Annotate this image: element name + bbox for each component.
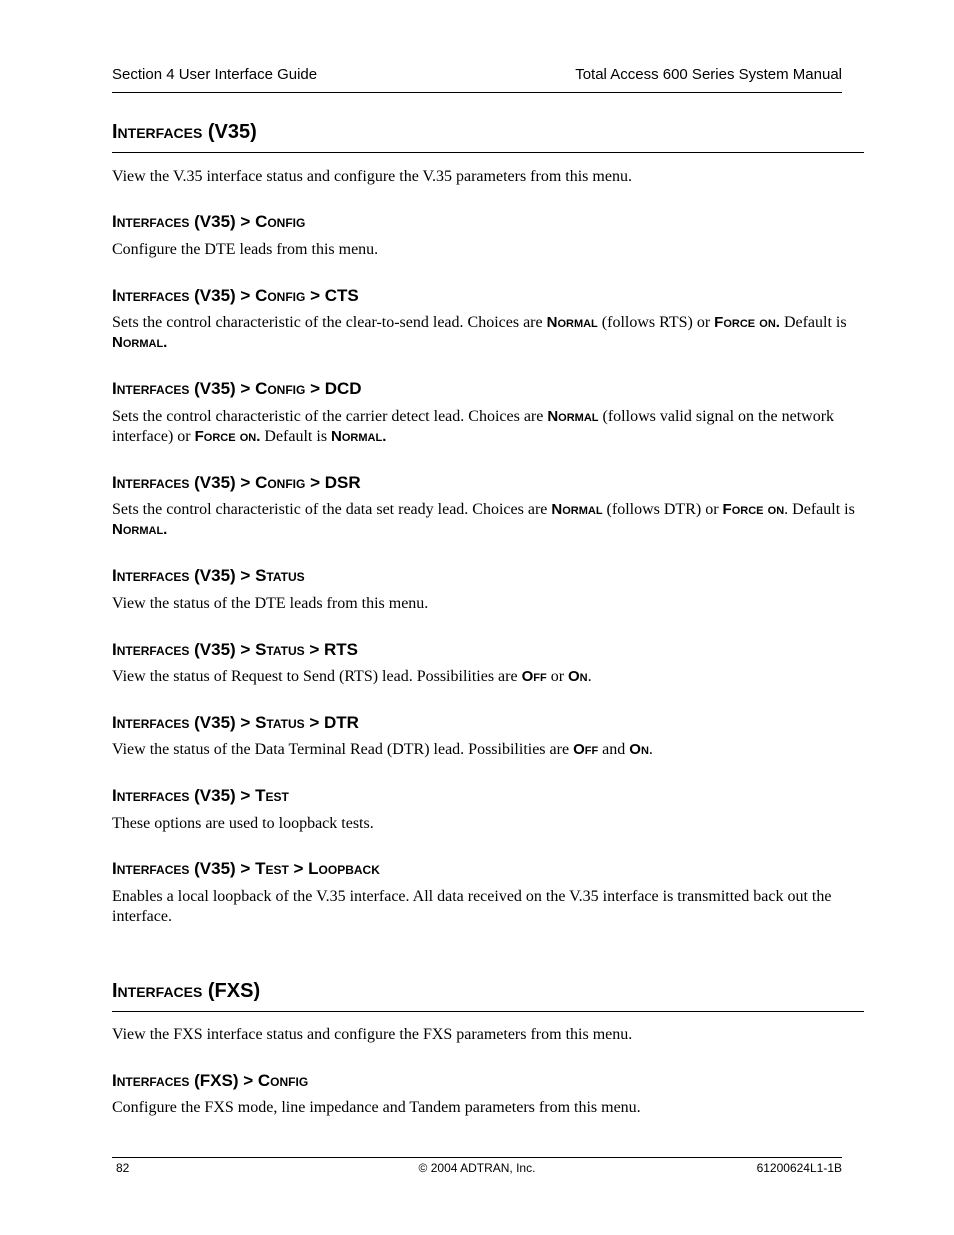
paragraph-fxs-config: Configure the FXS mode, line impedance and Tandem parameters from this menu. [112, 1099, 641, 1116]
page-header [112, 64, 842, 93]
paragraph-v35-intro: View the V.35 interface status and configure the V.35 parameters from this menu. [112, 168, 632, 185]
heading-interfaces-fxs [112, 979, 864, 1012]
header-section: Section 4 User Interface Guide [112, 66, 318, 83]
text: Sets the control characteristic of the data set ready lead. Choices are [112, 501, 548, 518]
text: (follows RTS) or [601, 314, 711, 331]
heading-interfaces-v35 [112, 120, 864, 153]
keyword: Force on. [194, 428, 261, 445]
paragraph-cts [112, 313, 864, 353]
text: (follows valid signal on the network interface) or [112, 408, 835, 445]
keyword: Normal [551, 501, 603, 518]
paragraph-fxs-intro: View the FXS interface status and configure the FXS parameters from this menu. [112, 1026, 633, 1043]
heading-text: Interfaces (FXS) [112, 979, 864, 1012]
text: or [550, 668, 565, 685]
heading-test: Interfaces (V35) > Test [112, 786, 289, 805]
keyword: Normal [547, 408, 599, 425]
text: View the status of Request to Send (RTS) lead. Possibilities are [112, 668, 518, 685]
keyword: Normal [546, 314, 598, 331]
keyword: Off [521, 668, 547, 685]
keyword: Force on. [714, 314, 780, 331]
keyword: Normal. [331, 428, 387, 445]
heading-loopback: Interfaces (V35) > Test > Loopback [112, 859, 380, 878]
keyword: Off [573, 741, 599, 758]
text: . [648, 741, 653, 758]
keyword: Force on [722, 501, 785, 518]
keyword: Normal. [112, 521, 168, 538]
heading-rts: Interfaces (V35) > Status > RTS [112, 640, 358, 659]
keyword: On [568, 668, 588, 685]
paragraph-dsr [112, 500, 864, 540]
text: Sets the control characteristic of the carrier detect lead. Choices are [112, 408, 544, 425]
copyright: © 2004 ADTRAN, Inc. [418, 1161, 536, 1175]
text: Default is [783, 314, 847, 331]
heading-cts: Interfaces (V35) > Config > CTS [112, 286, 359, 305]
heading-dsr: Interfaces (V35) > Config > DSR [112, 473, 361, 492]
header-manual-title: Total Access 600 Series System Manual [575, 66, 842, 83]
paragraph-rts [112, 667, 864, 687]
heading-fxs-config: Interfaces (FXS) > Config [112, 1071, 309, 1090]
page-number: 82 [116, 1161, 130, 1175]
text: View the status of the Data Terminal Read (DTR) lead. Possibilities are [112, 741, 570, 758]
paragraph-loopback: Enables a local loopback of the V.35 interface. All data received on the V.35 interface is transmitted back out the interface. [112, 888, 832, 925]
paragraph-v35-config: Configure the DTE leads from this menu. [112, 241, 379, 258]
document-number: 61200624L1-1B [756, 1161, 842, 1175]
paragraph-status: View the status of the DTE leads from this menu. [112, 595, 429, 612]
keyword: On [629, 741, 649, 758]
heading-status: Interfaces (V35) > Status [112, 566, 305, 585]
paragraph-test: These options are used to loopback tests. [112, 815, 374, 832]
page-footer [112, 1157, 842, 1178]
text: . Default is [784, 501, 855, 518]
text: . [587, 668, 592, 685]
text: Default is [264, 428, 328, 445]
heading-v35-config: Interfaces (V35) > Config [112, 212, 306, 231]
heading-dcd: Interfaces (V35) > Config > DCD [112, 379, 362, 398]
keyword: Normal. [112, 334, 168, 351]
heading-dtr: Interfaces (V35) > Status > DTR [112, 713, 359, 732]
text: and [602, 741, 626, 758]
text: (follows DTR) or [606, 501, 719, 518]
text: Sets the control characteristic of the clear-to-send lead. Choices are [112, 314, 543, 331]
paragraph-dcd [112, 407, 864, 447]
heading-text: Interfaces (V35) [112, 120, 864, 153]
paragraph-dtr [112, 740, 864, 760]
